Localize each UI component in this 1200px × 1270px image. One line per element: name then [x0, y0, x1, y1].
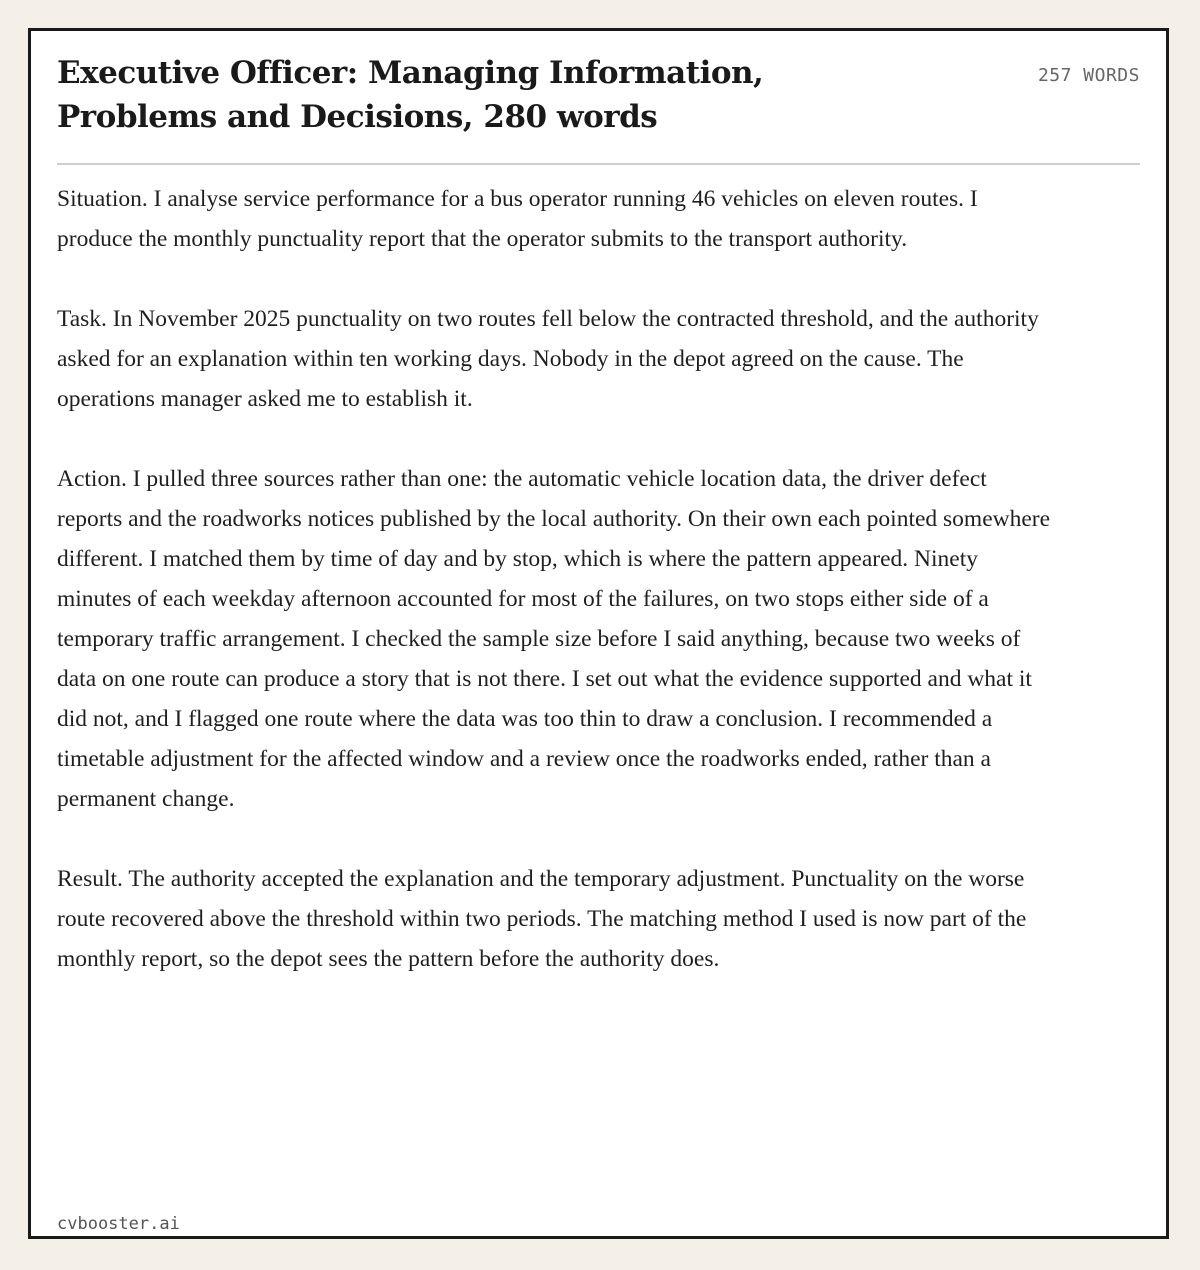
- document-title: Executive Officer: Managing Information, Problems and Decisions, 280 words: [57, 55, 764, 135]
- paragraph-action: Action. I pulled three sources rather than one: the automatic vehicle location data, the driver defect reports and the roadworks notices published by the local authority. On their own each pointed somewhere different. I matched them by time of day and by stop, which is where the pattern appeared. Ninety minutes of each weekday afternoon accounted for most of the failures, on two stops either side of a temporary traffic arrangement. I checked the sample size before I said anything, because two weeks of data on one route can produce a story that is not there. I set out what the evidence supported and what it did not, and I flagged one route where the data was too thin to draw a conclusion. I recommended a timetable adjustment for the affected window and a review once the roadworks ended, rather than a permanent change.: [57, 466, 1051, 812]
- document-card: [28, 28, 1169, 1239]
- word-count-badge: 257 WORDS: [1037, 65, 1140, 86]
- document-body: [57, 179, 1057, 1019]
- paragraph-task: Task. In November 2025 punctuality on two routes fell below the contracted threshold, and the authority asked for an explanation within ten working days. Nobody in the depot agreed on the cause. The operations manager asked me to establish it.: [57, 306, 1039, 412]
- footer-brand: cvbooster.ai: [57, 1214, 180, 1234]
- document-header: [57, 51, 1140, 165]
- paragraph-situation: Situation. I analyse service performance for a bus operator running 46 vehicles on eleven routes. I produce the monthly punctuality report that the operator submits to the transport authority.: [57, 186, 978, 252]
- paragraph-result: Result. The authority accepted the explanation and the temporary adjustment. Punctuality on the worse route recovered above the threshold within two periods. The matching method I used is now part of the monthly report, so the depot sees the pattern before the authority does.: [57, 866, 1027, 972]
